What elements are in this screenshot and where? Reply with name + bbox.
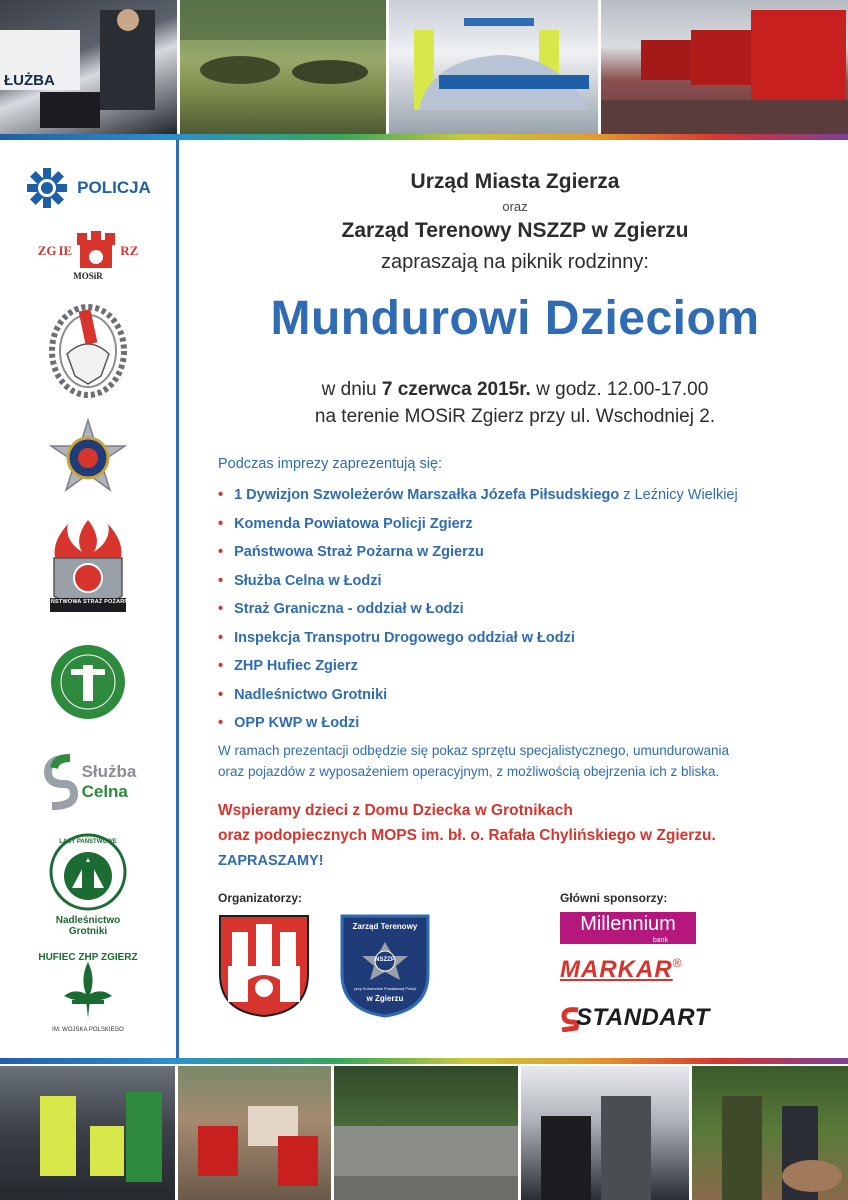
list-item [218, 510, 738, 539]
invite-line: zapraszają na piknik rodzinny: [381, 251, 649, 273]
photo-police-sappers [521, 1066, 692, 1200]
psp-caption-text: PAŃSTWOWA STRAŻ POŻARNA [43, 599, 133, 605]
sappers-illustration [521, 1066, 692, 1200]
registered-mark-icon: ® [672, 956, 682, 970]
list-item [218, 624, 738, 653]
standart-text: STANDART [576, 1004, 710, 1031]
policja-logo [0, 168, 176, 208]
customs-star-emblem [0, 418, 176, 500]
description [218, 740, 818, 782]
zgierz-tower-icon [75, 231, 117, 271]
participants-list [218, 481, 738, 738]
nszzp-top-text: Zarząd Terenowy [352, 922, 418, 931]
policja-logo-text: POLICJA [77, 178, 151, 197]
list-item [218, 652, 738, 681]
psp-emblem-caption [0, 596, 176, 608]
first-aid-illustration [178, 1066, 334, 1200]
page-title: Mundurowi Dzieciom [270, 292, 760, 345]
bottom-color-band [0, 1058, 848, 1064]
photo-soldiers [180, 0, 389, 134]
list-item [218, 481, 738, 510]
zapraszamy-text: ZAPRASZAMY! [218, 853, 324, 869]
event-date: 7 czerwca 2015r. [381, 379, 531, 400]
itd-emblem [0, 642, 176, 722]
itd-inspectors-illustration [0, 1066, 178, 1200]
description-line-2: oraz pojazdów z wyposażeniem operacyjnym, z możliwością obejrzenia ich z bliska. [218, 764, 720, 779]
event-place: na terenie MOSiR Zgierz przy ul. Wschodniej 2. [314, 406, 716, 427]
zhp-top-text: HUFIEC ZHP ZGIERZ [38, 951, 138, 963]
sidebar-logos [0, 140, 176, 1058]
millennium-sub: bank [652, 937, 668, 944]
millennium-logo [560, 912, 696, 944]
event-date-line [182, 376, 848, 403]
organizers-label: Organizatorzy: [218, 891, 303, 905]
date-prefix: w dniu [321, 379, 382, 400]
police-car-illustration [389, 0, 601, 134]
description-line-1: W ramach prezentacji odbędzie się pokaz sprzętu specjalistycznego, umundurowania [218, 743, 730, 758]
photo-text-sluzba: ŁUŻBA [4, 72, 55, 89]
mosir-label: MOSiR [73, 271, 103, 281]
top-photo-strip [0, 0, 848, 134]
border-guard-eagle-icon [49, 304, 127, 398]
main-content [182, 140, 848, 1058]
sluzba-celna-logo [0, 752, 176, 812]
photo-police-car [389, 0, 601, 134]
participants-intro: Podczas imprezy zaprezentują się: [218, 456, 443, 472]
lasy-caption-text: LASY PAŃSTWOWE [59, 839, 117, 845]
lasy-caption [0, 832, 176, 852]
celna-text-top: Służba [81, 762, 137, 781]
support-text [218, 798, 716, 848]
bottom-photo-strip [0, 1066, 848, 1200]
list-item-bold: Państwowa Straż Pożarna w Zgierzu [234, 544, 484, 560]
nadlesnictwo-text-2: Grotniki [68, 926, 108, 937]
photo-scouts [334, 1066, 521, 1200]
photo-itd-inspectors [0, 1066, 178, 1200]
sidebar-divider [176, 140, 179, 1058]
nszzp-small-text: przy Komendzie Powiatowej Policji [354, 986, 416, 991]
support-line-1: Wspieramy dzieci z Domu Dziecka w Grotnikach [218, 802, 573, 819]
event-hours: w godz. 12.00-17.00 [530, 379, 709, 400]
mosir-letters-right: RZ [120, 243, 139, 258]
nszzp-bottom-text: w Zgierzu [366, 994, 404, 1003]
itd-green-circle-icon [49, 643, 127, 721]
sponsors-label: Główni sponsorzy: [560, 891, 668, 905]
organizer-1: Urząd Miasta Zgierza [410, 170, 620, 193]
list-item-bold: Służba Celna w Łodzi [234, 572, 382, 589]
nszzp-center-text: NSZZP [375, 957, 395, 963]
mosir-letters-mid: IE [58, 243, 73, 258]
zhp-bottom-text: IM. WOJSKA POLSKIEGO [52, 1027, 124, 1033]
police-star-icon [25, 168, 69, 208]
list-item [218, 567, 738, 596]
border-guard-illustration [692, 1066, 848, 1200]
list-item [218, 681, 738, 710]
customs-car-illustration [0, 0, 180, 134]
photo-first-aid [178, 1066, 334, 1200]
list-item-bold: Straż Graniczna - oddział w Łodzi [234, 601, 464, 617]
nszzp-badge [340, 914, 430, 1018]
customs-star-icon [47, 418, 129, 500]
nadlesnictwo-text-1: Nadleśnictwo [55, 915, 121, 926]
list-item-bold: 1 Dywizjon Szwoleżerów Marszałka Józefa Piłsudskiego [234, 487, 620, 503]
soldiers-illustration [180, 0, 389, 134]
photo-fire-trucks [601, 0, 848, 134]
nadlesnictwo-label [0, 912, 176, 940]
zgierz-coat-of-arms [218, 914, 310, 1018]
list-item-normal: z Leźnicy Wielkiej [619, 487, 738, 503]
oraz-text: oraz [502, 199, 528, 214]
zhp-top-caption [0, 950, 176, 964]
border-guard-emblem [0, 304, 176, 398]
list-item-bold: OPP KWP w Łodzi [234, 715, 360, 731]
standart-logo [560, 1002, 710, 1034]
millennium-text: Millennium [580, 913, 676, 935]
list-item-bold: Inspekcja Transpotru Drogowego oddział w Łodzi [234, 629, 575, 646]
markar-logo [560, 956, 682, 986]
mosir-logo [0, 226, 176, 286]
list-item [218, 595, 738, 624]
celna-text-bottom: Celna [81, 782, 128, 801]
photo-customs-officer [0, 0, 180, 134]
list-item [218, 709, 738, 738]
list-item-bold: Komenda Powiatowa Policji Zgierz [234, 515, 473, 532]
fire-trucks-illustration [601, 0, 848, 134]
list-item-bold: Nadleśnictwo Grotniki [234, 686, 388, 703]
organizer-2: Zarząd Terenowy NSZZP w Zgierzu [341, 219, 689, 242]
celna-s-mark-icon [40, 754, 80, 810]
zhp-bottom-caption [0, 1024, 176, 1036]
list-item [218, 538, 738, 567]
photo-border-guard [692, 1066, 848, 1200]
scouts-illustration [334, 1066, 521, 1200]
support-line-2: oraz podopiecznych MOPS im. bł. o. Rafała Chylińskiego w Zgierzu. [218, 827, 716, 844]
mosir-letters-left: ZG [37, 243, 57, 258]
markar-text: MARKAR [560, 956, 673, 983]
list-item-bold: ZHP Hufiec Zgierz [234, 658, 358, 674]
